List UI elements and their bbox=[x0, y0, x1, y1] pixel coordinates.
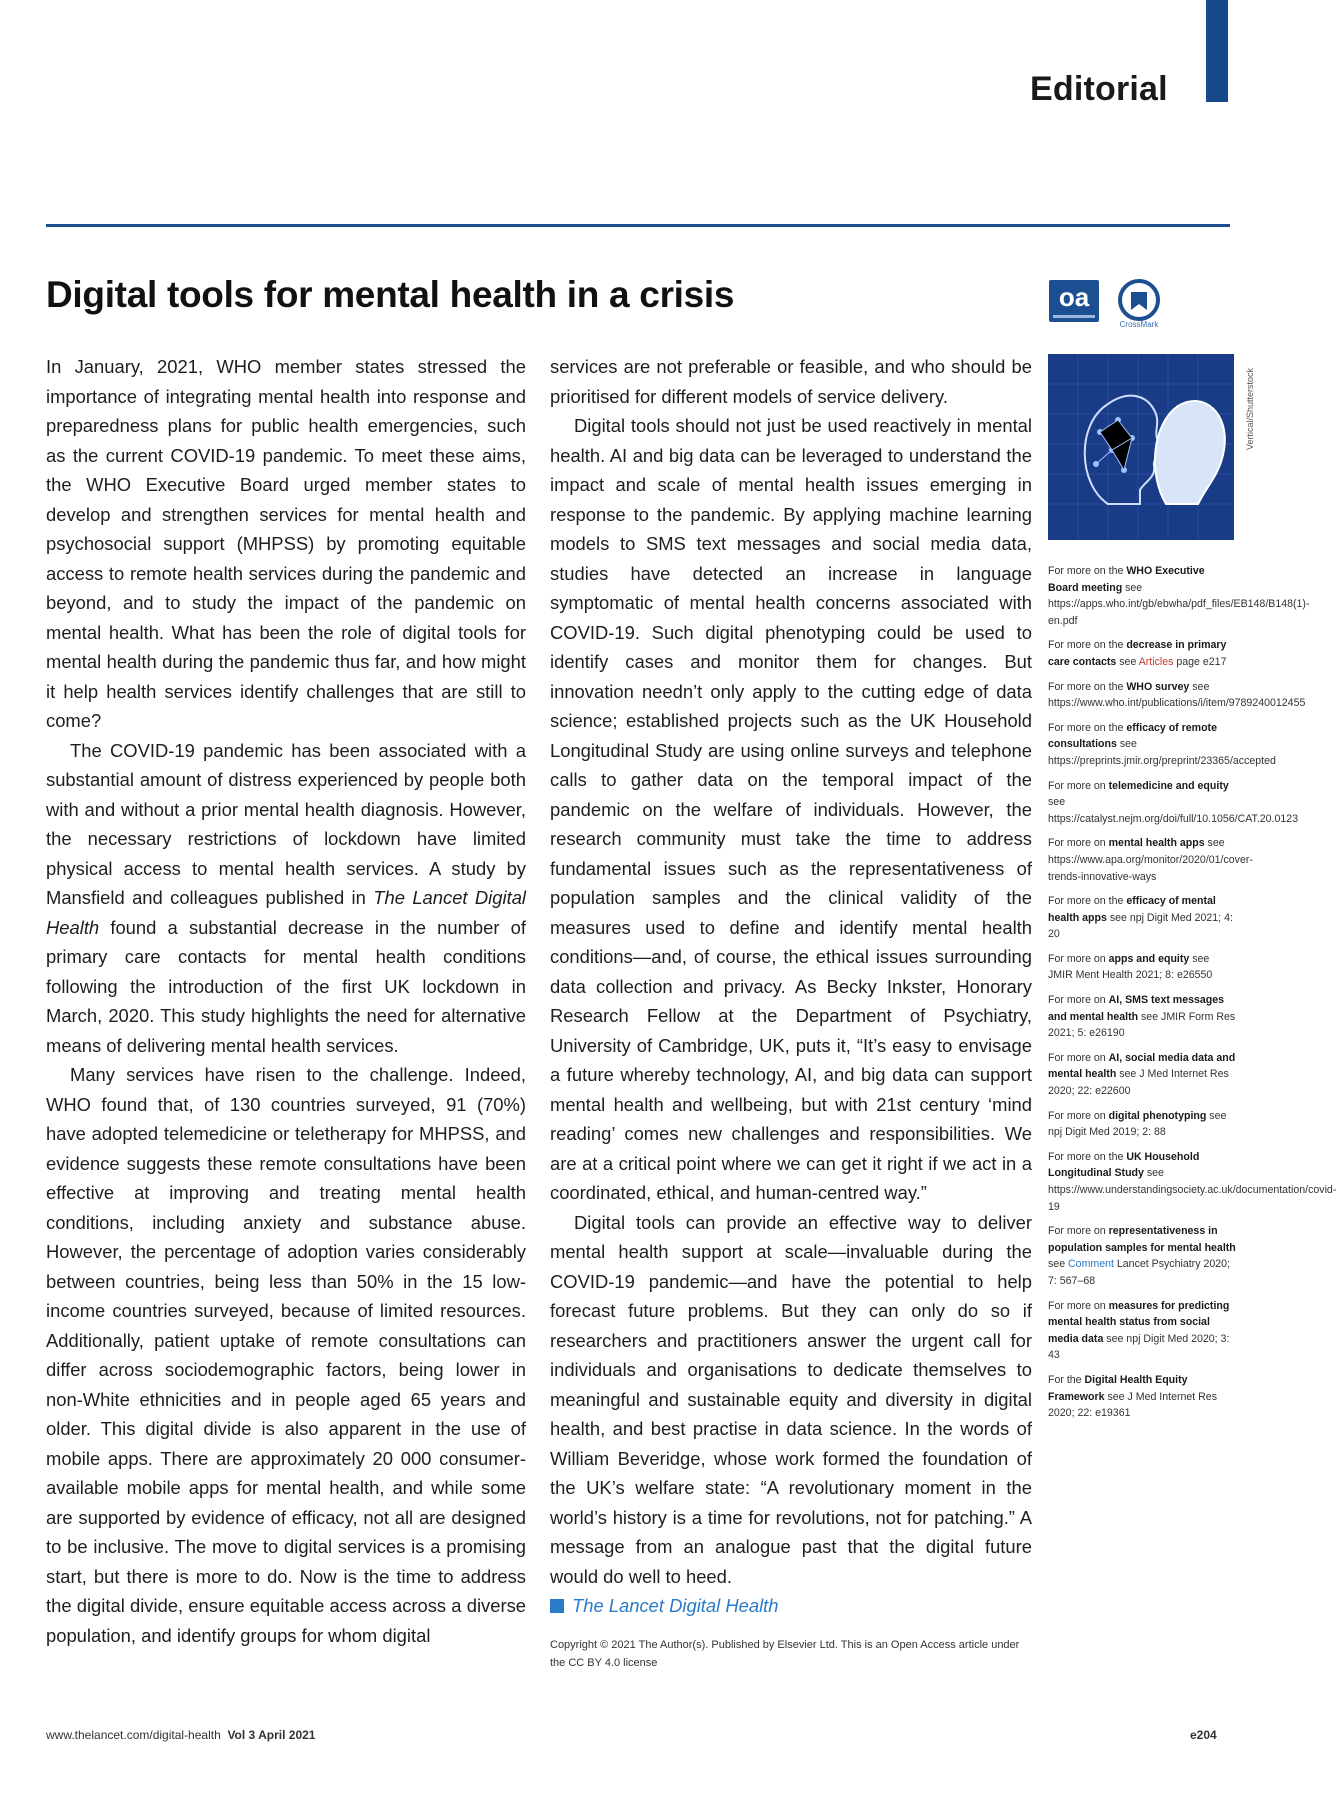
sidenote bbox=[1048, 951, 1236, 984]
footer-journal bbox=[46, 1728, 315, 1742]
copyright-notice: Copyright © 2021 The Author(s). Published by Elsevier Ltd. This is an Open Access article under the CC BY 4.0 license bbox=[550, 1639, 1020, 1669]
sidenote-topic: decrease in primary care contacts bbox=[1048, 639, 1227, 668]
sidenote-prefix: For more on bbox=[1048, 994, 1109, 1007]
square-icon bbox=[550, 1599, 564, 1613]
sidenote bbox=[1048, 835, 1253, 885]
paragraph: The COVID-19 pandemic has been associated with a substantial amount of distress experienced by people both with and without a prior mental health diagnosis. However, the necessary restrictions of lockdown have limited physical access to mental health services. A study by Mansfield and colleagues published in The Lancet Digital Health found a substantial decrease in the number of primary care contacts for mental health conditions following the introduction of the first UK lockdown in March, 2020. This study highlights the need for alternative means of delivering mental health services. bbox=[46, 739, 527, 1056]
body-column-1 bbox=[46, 352, 526, 1650]
sidenote bbox=[1048, 720, 1276, 770]
sidenote-topic: Digital Health Equity Framework bbox=[1048, 1373, 1188, 1403]
sidenote bbox=[1048, 563, 1310, 629]
sidenote-prefix: For more on the bbox=[1048, 895, 1127, 908]
sidenote-prefix: For more on bbox=[1048, 952, 1109, 965]
sidenote-prefix: For more on the bbox=[1048, 680, 1127, 693]
section-label: Editorial bbox=[1030, 70, 1168, 108]
sidenote bbox=[1048, 778, 1299, 828]
sidenote-topic: representativeness in population samples for mental health bbox=[1048, 1225, 1236, 1254]
sidenote bbox=[1048, 679, 1306, 712]
sidenote-reference[interactable]: see JMIR Ment Health 2021; 8: e26550 bbox=[1048, 952, 1213, 982]
sidenote-link[interactable]: Articles bbox=[1138, 655, 1174, 668]
sidenote bbox=[1048, 992, 1236, 1042]
figure-image bbox=[1048, 354, 1234, 540]
sidenote-prefix: For more on bbox=[1048, 779, 1109, 792]
sidenote-prefix: For the bbox=[1048, 1373, 1085, 1386]
sidenote-topic: AI, social media data and mental health bbox=[1048, 1051, 1236, 1081]
sidenote-reference: Lancet Psychiatry 2020; 7: 567–68 bbox=[1048, 1258, 1230, 1287]
body-column-2 bbox=[550, 352, 1032, 1621]
sidenote-reference[interactable]: see npj Digit Med 2019; 2: 88 bbox=[1048, 1109, 1227, 1139]
sidenote-prefix: For more on bbox=[1048, 1109, 1109, 1122]
sidenote-reference[interactable]: see bbox=[1048, 1258, 1069, 1271]
paragraph: Many services have risen to the challenge. Indeed, WHO found that, of 130 countries surveyed, 91 (70%) have adopted telemedicine or teletherapy for MHPSS, and evidence suggests these remote consultations have been effective at improving and treating mental health conditions, including anxiety and substance abuse. However, the percentage of adoption varies considerably between countries, being less than 50% in the 15 low-income countries surveyed, because of limited resources. Additionally, patient uptake of remote consultations can differ across sociodemographic factors, being lower in non-White ethnicities and in people aged 65 years and older. This digital divide is also apparent in the use of mobile apps. There are approximately 20 000 consumer-available mobile apps for mental health, and while some are supported by evidence of efficacy, not all are designed to be inclusive. The move to digital services is a promising start, but there is more to do. Now is the time to address the digital divide, ensure equitable access across a diverse population, and identify groups for whom digital bbox=[46, 1064, 526, 1646]
sidenote-reference[interactable]: see https://www.apa.org/monitor/2020/01/cover-trends-innovative-ways bbox=[1048, 837, 1253, 883]
sidenote-topic: efficacy of remote consultations bbox=[1048, 721, 1217, 751]
article-title: Digital tools for mental health in a crisis bbox=[46, 274, 735, 315]
sidenote-reference[interactable]: see npj Digit Med 2020; 3: 43 bbox=[1048, 1332, 1230, 1362]
sidenote-reference[interactable]: see npj Digit Med 2021; 4: 20 bbox=[1048, 911, 1233, 941]
paragraph: services are not preferable or feasible, and who should be prioritised for different models of service delivery. bbox=[550, 356, 1032, 407]
sidenote-topic: AI, SMS text messages and mental health bbox=[1048, 994, 1225, 1023]
open-access-icon[interactable] bbox=[1049, 280, 1099, 322]
journal-name: The Lancet Digital Health bbox=[46, 887, 527, 938]
sidenote-topic: UK Household Longitudinal Study bbox=[1048, 1150, 1200, 1180]
sidenote-prefix: For more on the bbox=[1048, 1150, 1127, 1163]
crossmark-label: CrossMark bbox=[1119, 320, 1159, 329]
sidenote-reference: page e217 bbox=[1173, 655, 1227, 668]
sidenote-topic: WHO Executive Board meeting bbox=[1048, 565, 1205, 594]
sidenote-topic: apps and equity bbox=[1108, 952, 1190, 965]
sidenote-reference[interactable]: see https://preprints.jmir.org/preprint/23365/accepted bbox=[1048, 738, 1276, 767]
sidenote-topic: telemedicine and equity bbox=[1108, 779, 1229, 792]
sidenote-reference[interactable]: see https://catalyst.nejm.org/doi/full/10.1056/CAT.20.0123 bbox=[1048, 796, 1299, 825]
sidenote-reference[interactable]: see J Med Internet Res 2020; 22: e22600 bbox=[1048, 1068, 1229, 1098]
sidenote-prefix: For more on bbox=[1048, 1051, 1109, 1064]
sidenote-reference[interactable]: see https://www.understandingsociety.ac.uk/documentation/covid-19 bbox=[1048, 1167, 1336, 1213]
section-color-bar bbox=[1206, 0, 1228, 102]
figure-credit: Vertical/Shutterstock bbox=[1245, 367, 1255, 450]
sidenote-topic: efficacy of mental health apps bbox=[1048, 895, 1216, 924]
signature: The Lancet Digital Health bbox=[550, 1591, 1032, 1621]
sidenote-topic: WHO survey bbox=[1126, 680, 1190, 693]
sidenote bbox=[1048, 893, 1236, 943]
sidenote-topic: mental health apps bbox=[1108, 837, 1205, 850]
sidenote-topic: digital phenotyping bbox=[1108, 1109, 1207, 1122]
sidenote bbox=[1048, 1050, 1236, 1100]
sidenotes bbox=[1048, 563, 1336, 1430]
page-number: e204 bbox=[1190, 1728, 1217, 1742]
sidenote-prefix: For more on the bbox=[1048, 639, 1127, 652]
sidenote bbox=[1048, 1108, 1236, 1141]
sidenote-prefix: For more on the bbox=[1048, 565, 1127, 577]
open-access-label: oa bbox=[1058, 282, 1090, 312]
sidenote-prefix: For more on bbox=[1048, 837, 1109, 850]
header-rule bbox=[46, 224, 1230, 227]
footer-volume: Vol 3 April 2021 bbox=[227, 1728, 316, 1742]
sidenote-prefix: For more on bbox=[1048, 1225, 1109, 1238]
sidenote bbox=[1048, 1149, 1336, 1215]
paragraph: In January, 2021, WHO member states stressed the importance of integrating mental health into response and preparedness plans for public health emergencies, such as the current COVID-19 pandemic. To meet these aims, the WHO Executive Board urged member states to develop and strengthen services for mental health and psychosocial support (MHPSS) by promoting equitable access to remote health services during the pandemic and beyond, and to study the impact of the pandemic on mental health. What has been the role of digital tools for mental health during the pandemic thus far, and how might it help health services identify challenges that are still to come? bbox=[46, 356, 526, 731]
sidenote-link[interactable]: Comment bbox=[1068, 1258, 1114, 1271]
sidenote-topic: measures for predicting mental health status from social media data bbox=[1048, 1299, 1230, 1345]
sidenote-reference[interactable]: see J Med Internet Res 2020; 22: e19361 bbox=[1048, 1390, 1217, 1420]
sidenote bbox=[1048, 637, 1236, 670]
paragraph: Digital tools should not just be used reactively in mental health. AI and big data can be leveraged to understand the impact and scale of mental health issues emerging in response to the pandemic. By applying machine learning models to SMS text messages and social media data, studies have detected an increase in language symptomatic of mental health concerns associated with COVID-19. Such digital phenotyping could be used to identify cases and monitor them for changes. But innovation needn’t only apply to the cutting edge of data science; established projects such as the UK Household Longitudinal Study are using online surveys and telephone calls to gather data on the temporal impact of the pandemic on the welfare of individuals. However, the research community must take the time to address fundamental issues such as the representativeness of population samples and the clinical validity of the measures used to define and identify mental health conditions—and, of course, the ethical issues surrounding data collection and privacy. As Becky Inkster, Honorary Research Fellow at the Department of Psychiatry, University of Cambridge, UK, puts it, “It’s easy to envisage a future whereby technology, AI, and big data can support mental health and wellbeing, but with 21st century ‘mind reading’ comes new challenges and responsibilities. We are at a critical point where we can get it right if we act in a coordinated, ethical, and human-centred way.” bbox=[550, 415, 1032, 1203]
sidenote-reference[interactable]: see JMIR Form Res 2021; 5: e26190 bbox=[1048, 1010, 1236, 1040]
sidenote bbox=[1048, 1223, 1236, 1289]
sidenote-reference[interactable]: see https://www.who.int/publications/i/item/9789240012455 bbox=[1048, 680, 1306, 710]
sidenote bbox=[1048, 1372, 1236, 1422]
sidenote bbox=[1048, 1298, 1236, 1364]
footer-url[interactable]: www.thelancet.com/digital-health bbox=[46, 1728, 221, 1742]
sidenote-reference[interactable]: see https://apps.who.int/gb/ebwha/pdf_files/EB148/B148(1)-en.pdf bbox=[1048, 581, 1310, 627]
paragraph: Digital tools can provide an effective way to deliver mental health support at scale—invaluable during the COVID-19 pandemic—and have the potential to help forecast future problems. But they can only do so if researchers and practitioners answer the urgent call for individuals and organisations to dedicate themselves to meaningful and sustainable equity and diversity in digital health, and best practise in data science. In the words of William Beveridge, whose work formed the foundation of the UK’s welfare state: “A revolutionary moment in the world’s history is a time for revolutions, not for patching.” A message from an analogue past that the digital future would do well to heed. bbox=[550, 1211, 1032, 1587]
sidenote-prefix: For more on the bbox=[1048, 721, 1127, 734]
sidenote-reference[interactable]: see bbox=[1116, 655, 1139, 668]
sidenote-prefix: For more on bbox=[1048, 1299, 1109, 1312]
